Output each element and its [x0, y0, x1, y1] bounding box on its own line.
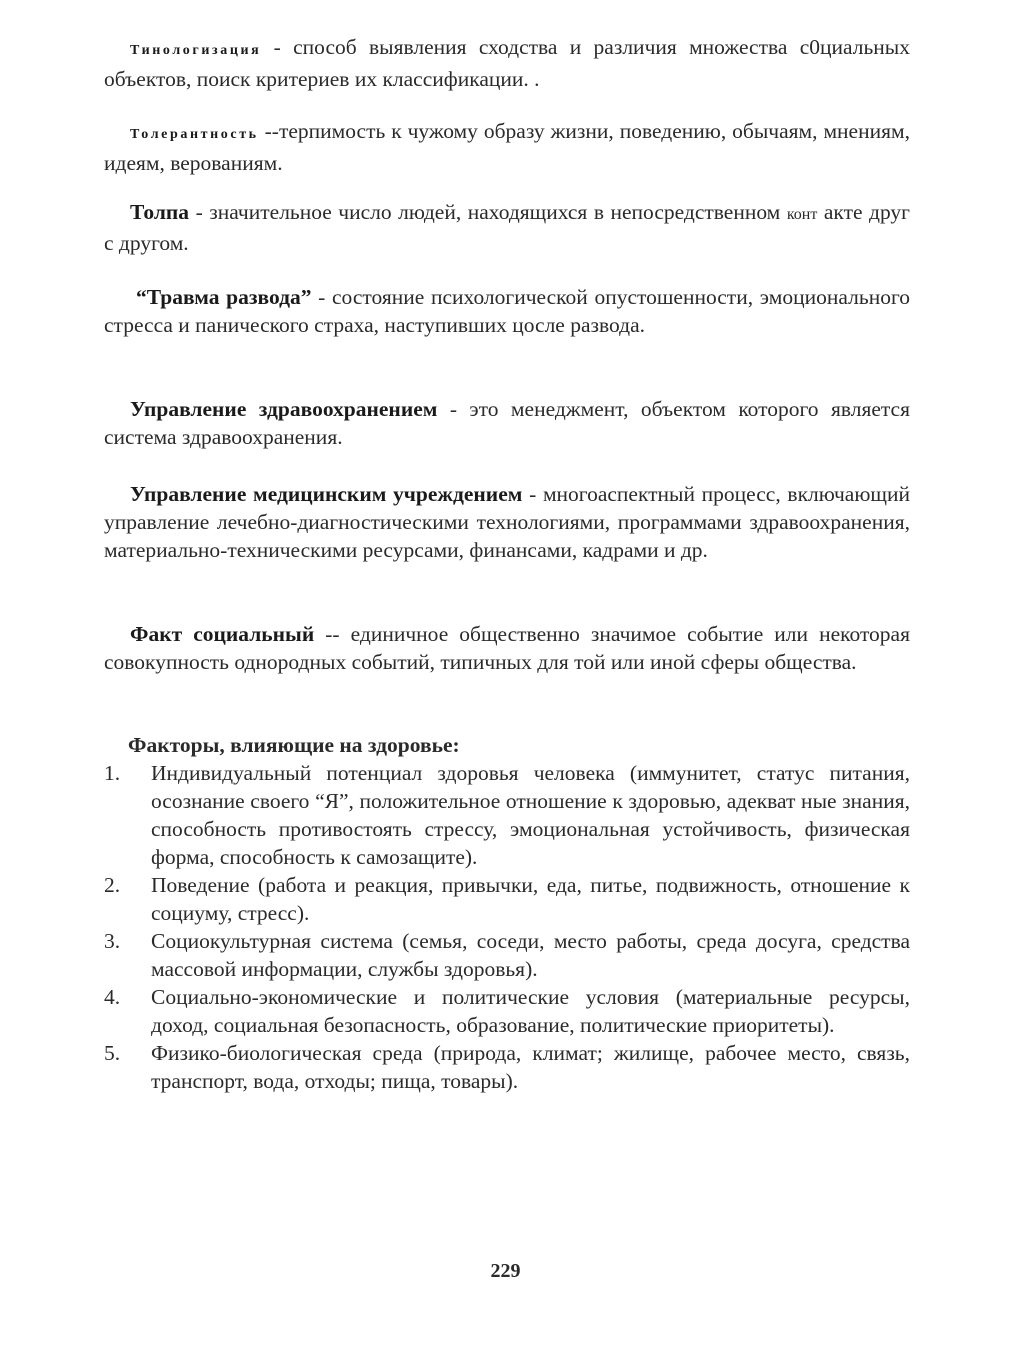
- list-item-text: Индивидуальный потенциал здоровья человека (иммунитет, статус питания, осознание своего “Я”, положительное отношение к здоровью, адекват ные знания, способность противостоять стрессу, эмоциональная устойчивость, физическая форма, способность к самозащите).: [151, 761, 910, 869]
- list-item-number: 3.: [104, 929, 121, 953]
- entry-definition-fragment: конт: [786, 206, 818, 223]
- glossary-entry-tipologizatsiya: [104, 33, 910, 93]
- list-item-number: 5.: [104, 1041, 121, 1065]
- list-item: [104, 871, 910, 927]
- entry-separator: -: [261, 35, 294, 59]
- list-item-text: Физико-биологическая среда (природа, климат; жилище, рабочее место, связь, транспорт, вода, отходы; пища, товары).: [151, 1041, 910, 1093]
- entry-separator: --: [258, 119, 279, 143]
- glossary-entry-tolpa: [104, 198, 910, 257]
- entry-separator: -: [437, 397, 470, 421]
- list-item-number: 2.: [104, 873, 121, 897]
- list-item-number: 1.: [104, 761, 121, 785]
- entry-definition: единичное общественно значимое событие или некоторая совокупность однородных событий, типичных для той или иной сферы общества.: [104, 622, 910, 674]
- entry-separator: --: [314, 622, 351, 646]
- glossary-entry-travma-razvoda: [104, 283, 910, 339]
- entry-term: Тинологизация: [130, 43, 262, 58]
- entry-definition: многоаспектный процесс, включающий управление лечебно-диагностическими технологиями, программами здравоохранения, материально-техническими ресурсами, финансами, кадрами и др.: [104, 482, 910, 562]
- glossary-entry-fakt-sotsialnyi: [104, 620, 910, 676]
- entry-term: Управление здравоохранением: [130, 397, 438, 421]
- entry-definition: состояние психологической опустошенности, эмоционального стресса и панического страха, наступивших цосле развода.: [104, 285, 910, 337]
- list-item: [104, 1039, 910, 1095]
- glossary-entry-tolerantnost: [104, 117, 910, 177]
- entry-definition: значительное число людей, находящихся в непосредственном: [209, 200, 781, 224]
- entry-term: Толерантность: [130, 127, 259, 142]
- entry-term: “Травма развода”: [136, 285, 312, 309]
- glossary-entry-upravlenie-zdravookhraneniem: [104, 395, 910, 451]
- entry-separator: -: [522, 482, 543, 506]
- list-item-text: Социально-экономические и политические условия (материальные ресурсы, доход, социальная безопасность, образование, политические приоритеты).: [151, 985, 910, 1037]
- entry-separator: -: [189, 200, 210, 224]
- list-item: [104, 983, 910, 1039]
- entry-definition-continuation: акте друг с другом.: [104, 200, 910, 255]
- list-item: [104, 759, 910, 871]
- list-item-text: Поведение (работа и реакция, привычки, еда, питье, подвижность, отношение к социуму, стресс).: [151, 873, 910, 925]
- list-item: [104, 927, 910, 983]
- entry-term: Управление медицинским учреждением: [130, 482, 523, 506]
- glossary-entry-upravlenie-med-uchrezhdeniem: [104, 480, 910, 564]
- factors-heading: Факторы, влияющие на здоровье:: [128, 733, 460, 757]
- entry-term: Факт социальный: [130, 622, 315, 646]
- entry-term: Толпа: [130, 200, 190, 224]
- list-item-number: 4.: [104, 985, 121, 1009]
- list-item-text: Социокультурная система (семья, соседи, место работы, среда досуга, средства массовой информации, службы здоровья).: [151, 929, 910, 981]
- factors-list: [104, 759, 910, 1095]
- entry-definition: терпимость к чужому образу жизни, поведению, обычаям, мнениям, идеям, верованиям.: [104, 119, 910, 175]
- page-number: 229: [490, 1260, 521, 1282]
- entry-definition: способ выявления сходства и различия множества с0циальных объектов, поиск критериев их классификации. .: [104, 35, 910, 91]
- entry-definition: это менеджмент, объектом которого является система здравоохранения.: [104, 397, 910, 449]
- entry-separator: -: [311, 285, 333, 309]
